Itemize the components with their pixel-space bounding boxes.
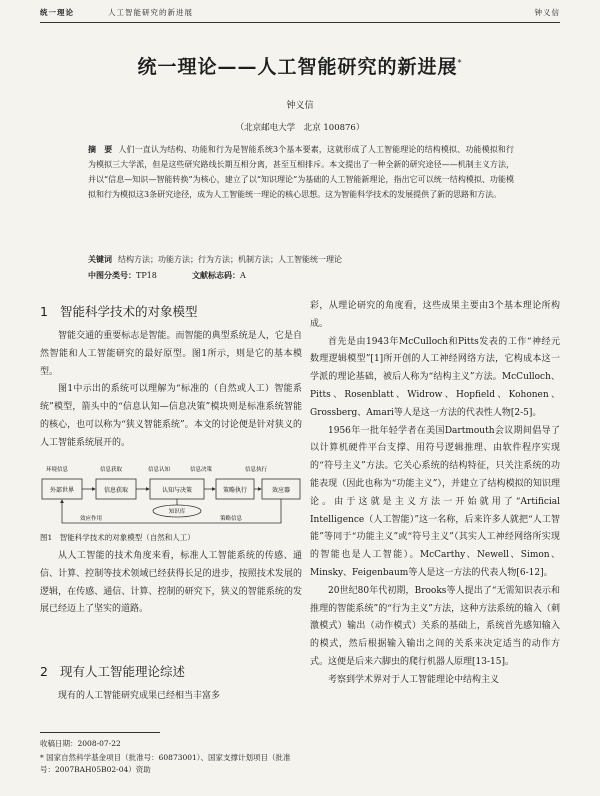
doc-label: 文献标志码： (192, 271, 240, 280)
figure-1-caption: 图1 智能科学技术的对象模型（自然和人工） (40, 533, 195, 542)
fig-top-label: 信息执行 (245, 467, 268, 473)
section-1-heading (40, 304, 302, 320)
header-right: 钟义信 (534, 8, 560, 17)
keywords (88, 252, 514, 267)
fig-box-label: 效应器 (271, 487, 291, 494)
paper-title-text: 统一理论——人工智能研究的新进展 (137, 56, 458, 78)
abstract (88, 142, 514, 202)
paper-title (40, 52, 560, 79)
paragraph: 现有的人工智能研究成果已经相当丰富多 (58, 691, 221, 701)
author: 钟义信 (286, 101, 314, 111)
section-1-continued (40, 548, 302, 619)
header-rule (40, 22, 560, 23)
fig-bottom-label: 策略信息 (220, 516, 243, 522)
fig-top-label: 信息获取 (100, 467, 123, 473)
fig-top-label: 环境信息 (46, 467, 69, 473)
paragraph: 考察到学术界对于人工智能理论中结构主义 (328, 674, 500, 685)
title-footnote-mark: * (457, 58, 463, 68)
paragraph: 首先是由1943年McCulloch和Pitts发表的工作“神经元数理逻辑模型”[1]所开创的人工神经网络方法，它构成本这一学派的理论基础，被后人称为“结构主义”方法。McCulloch、Pitts、Rosenblatt、Widrow、Hopfield、Kohonen、Grossberg、Amari等人是这一方法的代表性人物[2-5]。 (310, 336, 560, 418)
section-1-title: 智能科学技术的对象模型 (60, 304, 198, 319)
fig-box-label: 认知与决策 (161, 487, 193, 494)
abstract-text: 人们一直认为结构、功能和行为是智能系统3个基本要素，这就形成了人工智能理论的结构模拟、功能模拟和行为模拟三大学派，但是这些研究路线长期互相分离，甚至互相排斥。本文提出了一种全新的研究途径——机制主义方法，并以“信息—知识—智能转换”为核心，建立了以“知识理论”为基础的人工智能新理论，指出它可以统一结构模拟、功能模拟和行为模拟这3条研究途径，成为人工智能统一理论的核心思想。这为智能科学技术的发展提供了新的思路和方法。 (88, 145, 514, 199)
paragraph: 20世纪80年代初期，Brooks等人提出了“无需知识表示和推理的智能系统”的“行为主义”方法，这种方法系统的输入（刺激模式）输出（动作模式）关系的基础上，系统首先感知输入的模式，然后根据输入输出之间的关系来决定适当的动作方式。这便是后来六脚虫的爬行机器人原理[13-15]。 (310, 585, 560, 667)
affiliation: （北京邮电大学 北京 100876） (235, 123, 365, 133)
footnote-rule (40, 732, 160, 733)
keywords-text: 结构方法；功能方法；行为方法；机制方法；人工智能统一理论 (118, 255, 342, 264)
section-1-body (40, 328, 302, 453)
fig-top-label: 信息认知 (148, 467, 171, 473)
abstract-label: 摘 要 (88, 145, 113, 154)
classification (88, 268, 514, 283)
section-2-heading (40, 664, 302, 680)
section-2-number: 2 (40, 664, 48, 679)
doc-value: A (240, 271, 246, 280)
clc-value: TP18 (136, 271, 157, 280)
paragraph: 智能交通的重要标志是智能。而智能的典型系统是人，它是自然智能和人工智能研究的最好原型。图1所示，则是它的基本模型。 (40, 331, 302, 377)
running-header (40, 6, 560, 20)
section-2-body (40, 688, 302, 706)
figure-1-diagram (40, 463, 302, 531)
fig-box-label: 信息获取 (103, 487, 129, 494)
footnote-received: 收稿日期：2008-07-22 (40, 739, 121, 748)
paragraph: 彩，从理论研究的角度看，这些成果主要由3个基本理论所构成。 (310, 301, 560, 329)
header-left: 统一理论 (40, 8, 74, 17)
keywords-label: 关键词 (88, 255, 112, 264)
clc-label: 中图分类号： (88, 271, 136, 280)
paragraph: 图1中示出的系统可以理解为“标准的（自然或人工）智能系统”模型，箭头中的“信息认知—信息决策”模块则是标准系统智能的核心，也可以称为“狭义智能系统”。本文的讨论便是针对狭义的人工智能系统展开的。 (40, 384, 302, 448)
paragraph: 从人工智能的技术角度来看，标准人工智能系统的传感、通信、计算、控制等技术领域已经获得长足的进步，按照技术发展的逻辑，在传感、通信、计算、控制的研究下，狭义的智能系统的发展已经迈上了坚实的道路。 (40, 551, 302, 615)
fig-box-label: 外部世界 (49, 487, 75, 494)
section-2-title: 现有人工智能理论综述 (60, 664, 186, 679)
fig-top-label: 信息决策 (190, 467, 213, 473)
fig-box-label: 策略执行 (222, 487, 248, 494)
header-middle: 人工智能研究的新进展 (108, 8, 193, 17)
right-column-body (310, 298, 560, 796)
fig-bottom-label: 效应作用 (80, 516, 103, 522)
paragraph: 1956年一批年轻学者在美国Dartmouth会议期间倡导了以计算机硬件平台支撑、用符号逻辑推理、由软件程序实现的“符号主义”方法。它关心系统的结构特征，只关注系统的功能表现（因此也称为“功能主义”），并建立了结构模拟的知识理论。由于这就是主义方法一开始就用了“Artificial Intelligence（人工智能）”这一名称，后来许多人就把“人工智能”等同于“功能主义”或“符号主义”（其实人工神经网络所实现的智能也是人工智能）。McCarthy、Newell、Simon、Minsky、Feigenbaum等人是这一方法的代表人物[6-12]。 (310, 425, 560, 578)
fig-knowledge-label: 知识库 (168, 509, 186, 515)
section-1-number: 1 (40, 304, 48, 319)
footnote-funding: * 国家自然科学基金项目（批准号：60873001）、国家支撑计划项目（批准号：2007BAH05B02-04）资助 (40, 753, 291, 774)
